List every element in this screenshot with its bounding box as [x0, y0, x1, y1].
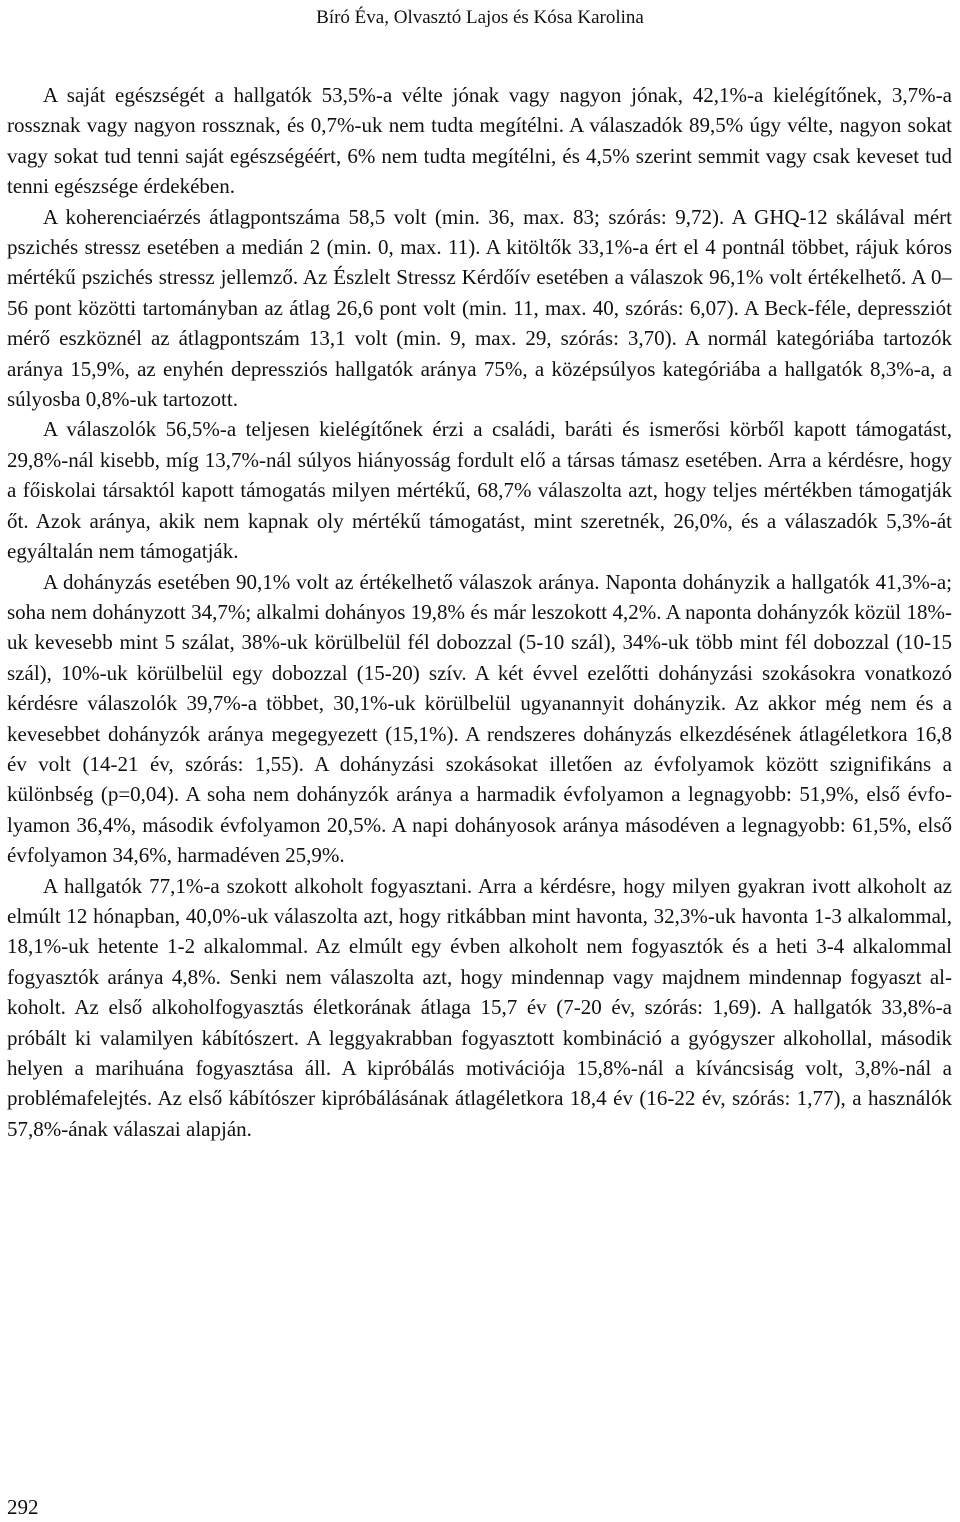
- running-header: Bíró Éva, Olvasztó Lajos és Kósa Karolina: [316, 7, 644, 28]
- paragraph-social-support: A válaszolók 56,5%-a teljesen kielégítőnek érzi a családi, baráti és ismerősi körből kapott támogatást, 29,8%-nál kisebb, míg 13,7%-nál súlyos hiányosság fordult elő a társas támasz esetében. Arra a kérdésre, hogy a főiskolai társaktól kapott támogatás milyen mértékű, 68,7% válaszolta azt, hogy teljes mértékben támogatják őt. Azok aránya, akik nem kapnak oly mértékű támogatást, mint szeretnék, 26,0%, és a válaszadók 5,3%-át egyáltalán nem támogatják.: [7, 417, 952, 564]
- paragraph-self-rated-health: A saját egészségét a hallgatók 53,5%-a vélte jónak vagy nagyon jónak, 42,1%-a kielégítőnek, 3,7%-a rossznak vagy nagyon rossznak, és 0,7%-uk nem tudta megítélni. A válaszadók 89,5% úgy vélte, nagyon sokat vagy sokat tud tenni saját egészségéért, 6% nem tudta megítélni, és 4,5% szerint semmit vagy csak keveset tud tenni egészsége érdekében.: [7, 83, 952, 199]
- page-number: 292: [7, 1495, 39, 1519]
- paragraph-alcohol-drugs: A hallgatók 77,1%-a szokott alkoholt fogyasztani. Arra a kérdésre, hogy milyen gyakran ivott alkoholt az elmúlt 12 hónapban, 40,0%-uk válaszolta azt, hogy ritkábban mint havonta, 32,3%-uk havonta 1-3 alkalommal, 18,1%-uk hetente 1-2 alkalommal. Az elmúlt egy évben alkoholt nem fogyasztók és a heti 3-4 alkalommal fogyasztók aránya 4,8%. Senki nem válaszolta azt, hogy mindennap vagy majdnem mindennap fogyaszt alkoholt. Az első alkoholfogyasztás életkorának átlaga 15,7 év (7-20 év, szórás: 1,69). A hallgatók 33,8%-a próbált ki valamilyen kábítószert. A leggyakrabban fogyasztott kombináció a gyógyszer alkohollal, második helyen a marihuána fogyasztása áll. A kipróbálás motivációja 15,8%-nál a kíváncsiság volt, 3,8%-nál a problémafelejtés. Az első kábítószer kipróbálásának átlagéletkora 18,4 év (16-22 év, szórás: 1,77), a használók 57,8%-ának válaszai alapján.: [7, 873, 952, 1141]
- article-body: [7, 80, 952, 1144]
- paragraph-stress-depression: A koherenciaérzés átlagpontszáma 58,5 volt (min. 36, max. 83; szórás: 9,72). A GHQ-12 skálával mért pszichés stressz esetében a medián 2 (min. 0, max. 11). A kitöltők 33,1%-a ért el 4 pontnál többet, rájuk kóros mértékű pszichés stressz jellemző. Az Észlelt Stressz Kérdőív esetében a válaszok 96,1% volt értékelhető. A 0–56 pont közötti tartományban az átlag 26,6 pont volt (min. 11, max. 40, szórás: 6,07). A Beck-féle, depressziót mérő eszköznél az átlagpontszám 13,1 volt (min. 9, max. 29, szórás: 3,70). A normál kategóriába tartozók aránya 15,9%, az enyhén depressziós hallgatók aránya 75%, a középsúlyos kategóriába a hallgatók 8,3%-a, a súlyosba 0,8%-uk tartozott.: [7, 204, 952, 412]
- paragraph-smoking: A dohányzás esetében 90,1% volt az értékelhető válaszok aránya. Naponta dohányzik a hallgatók 41,3%-a; soha nem dohányzott 34,7%; alkalmi dohányos 19,8% és már leszokott 4,2%. A naponta dohányzók közül 18%-uk kevesebb mint 5 szálat, 38%-uk körülbelül fél dobozzal (5-10 szál), 34%-uk több mint fél dobozzal (10-15 szál), 10%-uk körülbelül egy dobozzal (15-20) szív. A két évvel ezelőtti dohányzási szokásokra vonatkozó kérdésre válaszolók 39,7%-a többet, 30,1%-uk körülbelül ugyanannyit dohányzik. Az akkor még nem és a kevesebbet dohányzók aránya megegyezett (15,1%). A rendszeres dohányzás elkezdésének átlagéletkora 16,8 év volt (14-21 év, szórás: 1,55). A dohányzási szokásokat illetően az évfolyamok között szignifikáns a különbség (p=0,04). A soha nem dohányzók aránya a harmadik évfolyamon a legnagyobb: 51,9%, első évfolyamon 36,4%, második évfolyamon 20,5%. A napi dohányosok aránya másodéven a legnagyobb: 61,5%, első évfolyamon 34,6%, harmadéven 25,9%.: [7, 569, 952, 868]
